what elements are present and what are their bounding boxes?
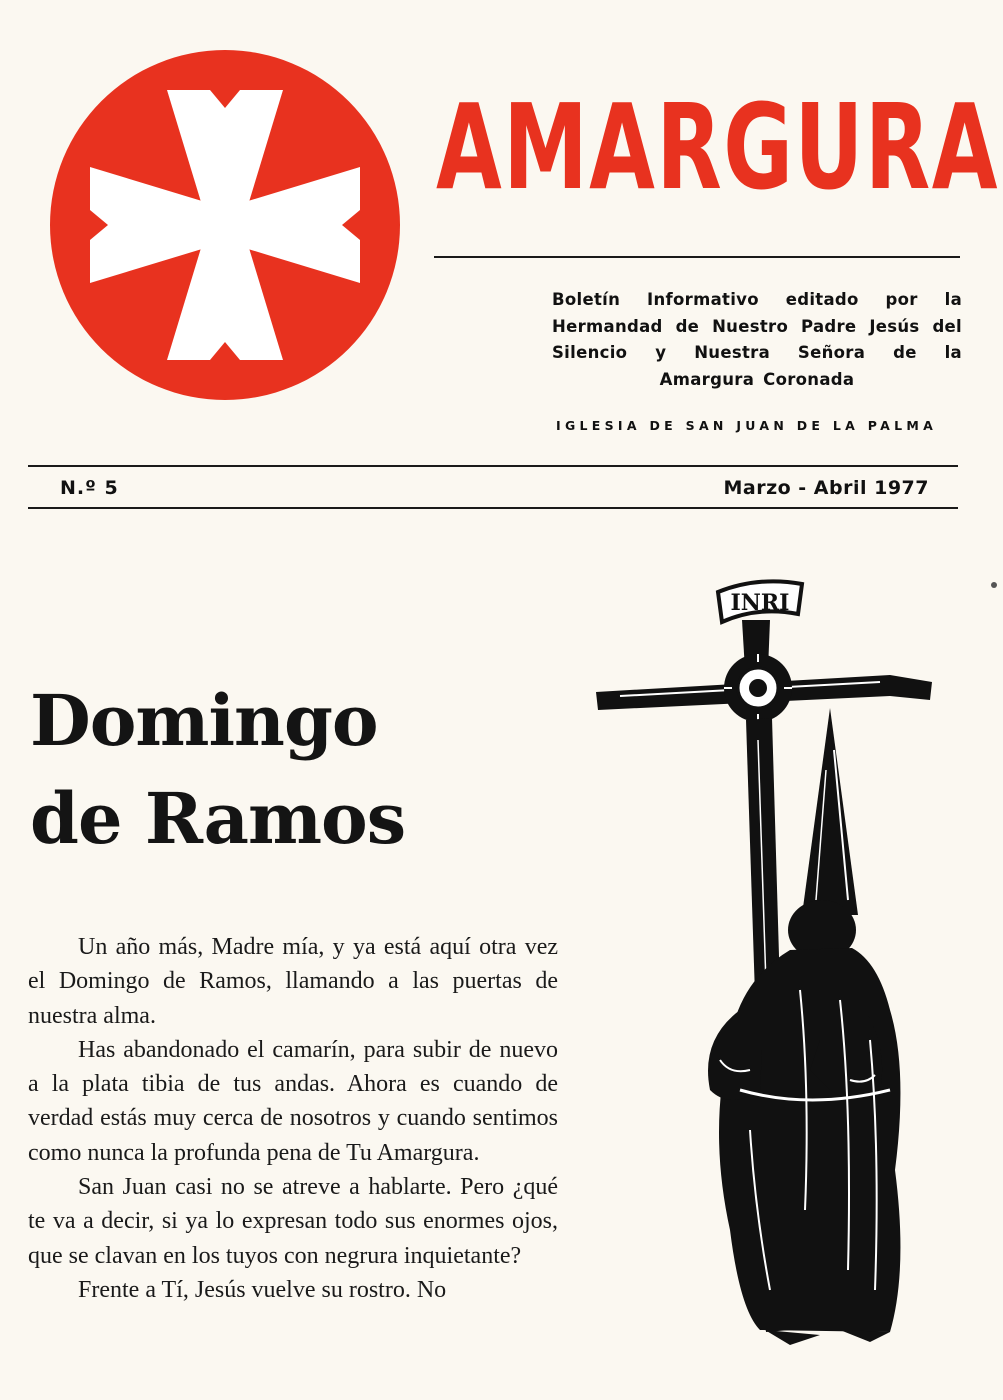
article-paragraph: Un año más, Madre mía, y ya está aquí otra vez el Domingo de Ramos, llamando a las puertas de nuestra alma. (28, 934, 558, 1029)
article-title-line-1: Domingo (30, 679, 378, 762)
article-title-line-2: de Ramos (30, 777, 406, 860)
article-paragraph: Frente a Tí, Jesús vuelve su rostro. No (78, 1276, 447, 1303)
cross-pattee-icon (50, 50, 400, 400)
nazareno-cross-illustration (590, 570, 935, 1350)
article-body (28, 930, 558, 1307)
issue-bottom-rule (28, 507, 958, 509)
masthead-divider (434, 256, 960, 258)
bulletin-description: Boletín Informativo editado por la Hermandad de Nuestro Padre Jesús del Silencio y Nuestra Señora de la Amargura Coronada (552, 290, 962, 389)
article-paragraph: San Juan casi no se atreve a hablarte. Pero ¿qué te va a decir, si ya lo expresan todo sus enormes ojos, que se clavan en los tuyos con negrura inquietante? (28, 1174, 558, 1269)
issue-top-rule (28, 465, 958, 467)
inri-sign (718, 581, 802, 622)
paper-speck (991, 582, 997, 588)
inri-label: INRI (730, 590, 790, 616)
church-name: IGLESIA DE SAN JUAN DE LA PALMA (556, 418, 938, 433)
article-paragraph: Has abandonado el camarín, para subir de nuevo a la plata tibia de tus andas. Ahora es cuando de verdad estás muy cerca de nosotros y cuando sentimos como nunca la profunda pena de Tu Amargura. (28, 1036, 558, 1166)
issue-number: N.º 5 (60, 477, 119, 499)
article-title (30, 672, 470, 868)
masthead-title: AMARGURA (436, 78, 999, 216)
issue-date: Marzo - Abril 1977 (723, 477, 929, 499)
